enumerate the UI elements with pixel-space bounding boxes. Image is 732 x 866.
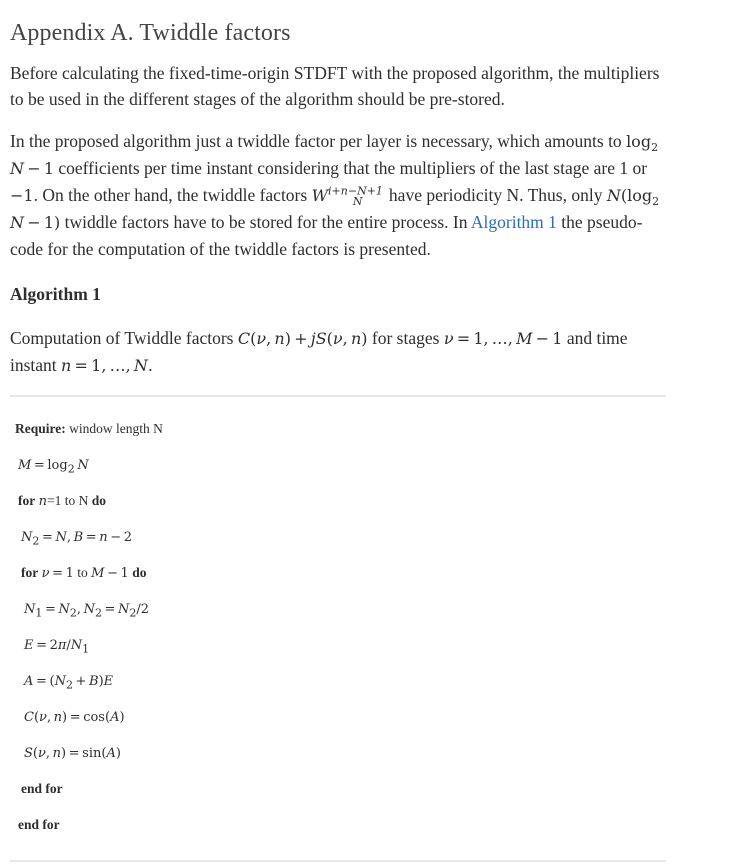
algo-line-n1-n2: $N_1 = N_2$, $N_2 = N_2/2$	[24, 602, 150, 620]
math-stage-range: ν = 1, …, M − 1	[443, 329, 563, 348]
algorithm-bottom-rule	[10, 860, 666, 862]
math-time-range: n = 1, …, N.	[61, 356, 153, 375]
section-title: Appendix A. Twiddle factors	[10, 20, 291, 46]
paragraph-twiddle-text: In the proposed algorithm just a twiddle factor per layer is necessary, which amounts to $\log_2 N - 1$ coefficients per time instant considering that the multipliers of the last stage are 1 or −1. On the other hand, the twiddle factors $W^{i+n-N+1}_N$ have periodicity N. Thus, only $N(\log_2$ N − 1) twiddle factors have to be stored for the entire process. In Algorithm 1 the pseudo-code for the computation of the twiddle factors is presented.	[10, 131, 663, 259]
algo-line-cos: C(ν, n) = cos(A)	[24, 710, 125, 725]
math-twiddle-w: $W^{i+n-N+1}_N$	[311, 184, 383, 209]
algorithm-top-rule	[10, 395, 666, 397]
math-n-log2n-minus-1: $N(\log_2$ N − 1)	[10, 186, 663, 232]
algo-line-end-for-inner: end for	[21, 781, 63, 796]
algo-line-sin: S(ν, n) = sin(A)	[24, 746, 121, 761]
algorithm-heading: Algorithm 1	[10, 284, 101, 304]
algo-line-for-nu: for ν = 1 to M − 1 do	[21, 565, 147, 581]
algo-line-e: $E = 2\pi/N_1$	[24, 638, 90, 656]
algo-line-a: $A = (N_2 + B)E$	[24, 674, 114, 692]
paragraph-intro-text: Before calculating the fixed-time-origin STDFT with the proposed algorithm, the multipliers to be used in the different stages of the algorithm should be pre-stored.	[10, 63, 660, 109]
paragraph-intro	[10, 60, 665, 112]
math-log2n-minus-1: $\log_2 N - 1$	[10, 132, 662, 178]
algo-line-for-n: for n=1 to N do	[18, 493, 107, 509]
algo-line-m-assign: $M = \log_2 N$	[18, 458, 89, 476]
algo-require-line: Require: window length N	[15, 421, 163, 436]
algorithm-caption: Computation of Twiddle factors C(ν, n) + jS(ν, n) for stages ν = 1, …, M − 1 and time instant n = 1, …, N.	[10, 328, 628, 375]
math-c-plus-js: C(ν, n) + jS(ν, n)	[237, 329, 368, 348]
algo-line-end-for-outer: end for	[18, 817, 60, 832]
math-minus-one: −1	[10, 186, 34, 205]
algorithm-1-link[interactable]: Algorithm 1	[470, 212, 557, 232]
algo-line-n2-b: $N_2 = N$, B = n − 2	[21, 530, 132, 548]
paragraph-twiddle	[10, 128, 665, 262]
